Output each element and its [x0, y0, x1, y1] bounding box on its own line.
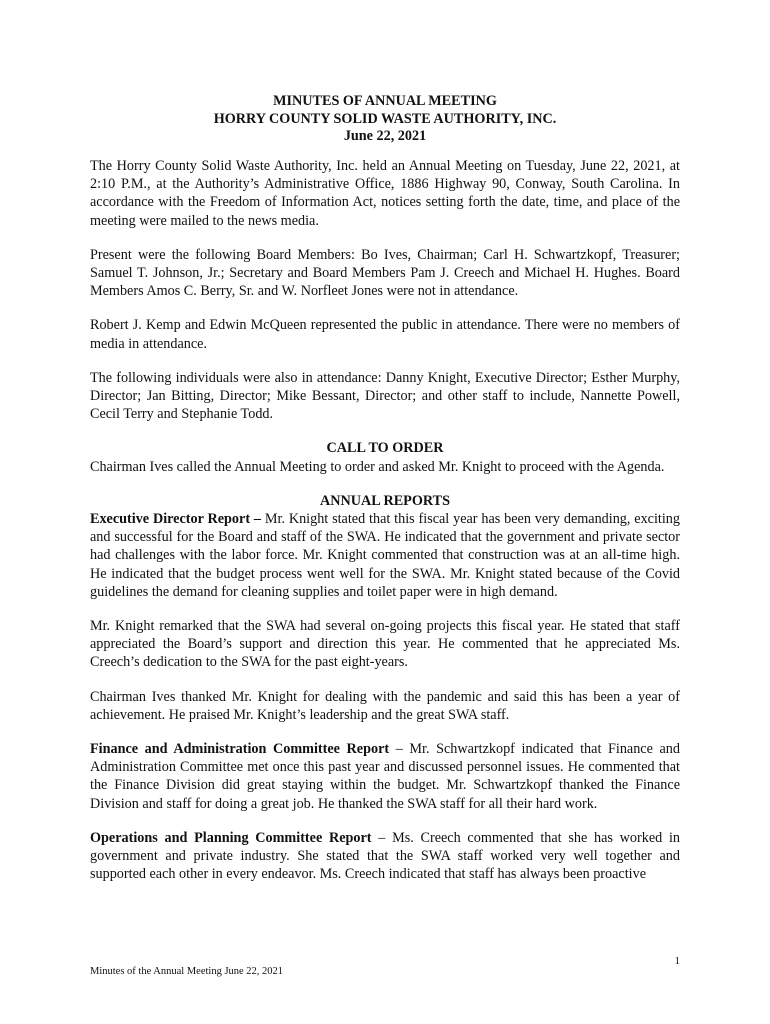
operations-committee-report-title: Operations and Planning Committee Report	[90, 829, 372, 846]
operations-committee-report	[90, 829, 680, 884]
header-organization: HORRY COUNTY SOLID WASTE AUTHORITY, INC.	[213, 110, 557, 127]
call-to-order-heading: CALL TO ORDER	[326, 440, 444, 457]
annual-reports-heading: ANNUAL REPORTS	[320, 492, 450, 509]
executive-director-report	[90, 510, 680, 601]
chairman-paragraph: Chairman Ives thanked Mr. Knight for dealing with the pandemic and said this has been a year of achievement. He praised Mr. Knight’s leadership and the great SWA staff.	[90, 688, 680, 723]
finance-committee-report-title: Finance and Administration Committee Report	[90, 741, 390, 758]
present-paragraph: Present were the following Board Members: Bo Ives, Chairman; Carl H. Schwartzkopf, Treasurer; Samuel T. Johnson, Jr.; Secretary and Board Members Pam J. Creech and Michael H. Hughes. Board Members Amos C. Berry, Sr. and W. Norfleet Jones were not in attendance.	[90, 246, 680, 300]
header-date: June 22, 2021	[343, 128, 427, 144]
page-footer: Minutes of the Annual Meeting June 22, 2021	[90, 966, 284, 977]
executive-director-report-title: Executive Director Report –	[90, 511, 261, 528]
finance-committee-report-text: – Mr. Schwartzkopf indicated that Finance and Administration Committee met once this past year and discussed personnel issues. He commented that the Finance Division did great staying within the budget. Mr. Schwartzkopf thanked the Finance Division and staff for doing a great job. He thanked the SWA staff for all their hard work.	[90, 741, 680, 812]
public-paragraph: Robert J. Kemp and Edwin McQueen represented the public in attendance. There were no members of media in attendance.	[90, 317, 680, 352]
intro-paragraph: The Horry County Solid Waste Authority, Inc. held an Annual Meeting on Tuesday, June 22, 2021, at 2:10 P.M., at the Authority’s Administrative Office, 1886 Highway 90, Conway, South Carolina. In accordance with the Freedom of Information Act, notices setting forth the date, time, and place of the meeting were mailed to the news media.	[90, 158, 680, 229]
projects-paragraph: Mr. Knight remarked that the SWA had several on-going projects this fiscal year. He stated that staff appreciated the Board’s support and direction this year. He commented that he appreciated Ms. Creech’s dedication to the SWA for the past eight-years.	[90, 618, 680, 671]
finance-committee-report	[90, 740, 680, 813]
document-body	[90, 157, 680, 900]
document-header	[90, 93, 680, 146]
attendance-paragraph: The following individuals were also in attendance: Danny Knight, Executive Director; Esther Murphy, Director; Jan Bitting, Director; Mike Bessant, Director; and other staff to include, Nannette Powell, Cecil Terry and Stephanie Todd.	[90, 369, 680, 423]
page-number: 1	[674, 955, 680, 967]
executive-director-report-text: Mr. Knight stated that this fiscal year has been very demanding, exciting and successful for the Board and staff of the SWA. He indicated that the government and private sector had challenges with the labor force. Mr. Knight commented that construction was at an all-time high. He indicated that the budget process went well for the SWA. Mr. Knight stated because of the Covid guidelines the demand for cleaning supplies and toilet paper were in high demand.	[90, 511, 680, 600]
header-title: MINUTES OF ANNUAL MEETING	[273, 93, 497, 109]
operations-committee-report-text: – Ms. Creech commented that she has worked in government and private industry. She stated that the SWA staff worked very well together and supported each other in every endeavor. Ms. Creech indicated that staff has always been proactive	[90, 829, 680, 883]
call-to-order-paragraph: Chairman Ives called the Annual Meeting to order and asked Mr. Knight to proceed with the Agenda.	[90, 458, 665, 475]
